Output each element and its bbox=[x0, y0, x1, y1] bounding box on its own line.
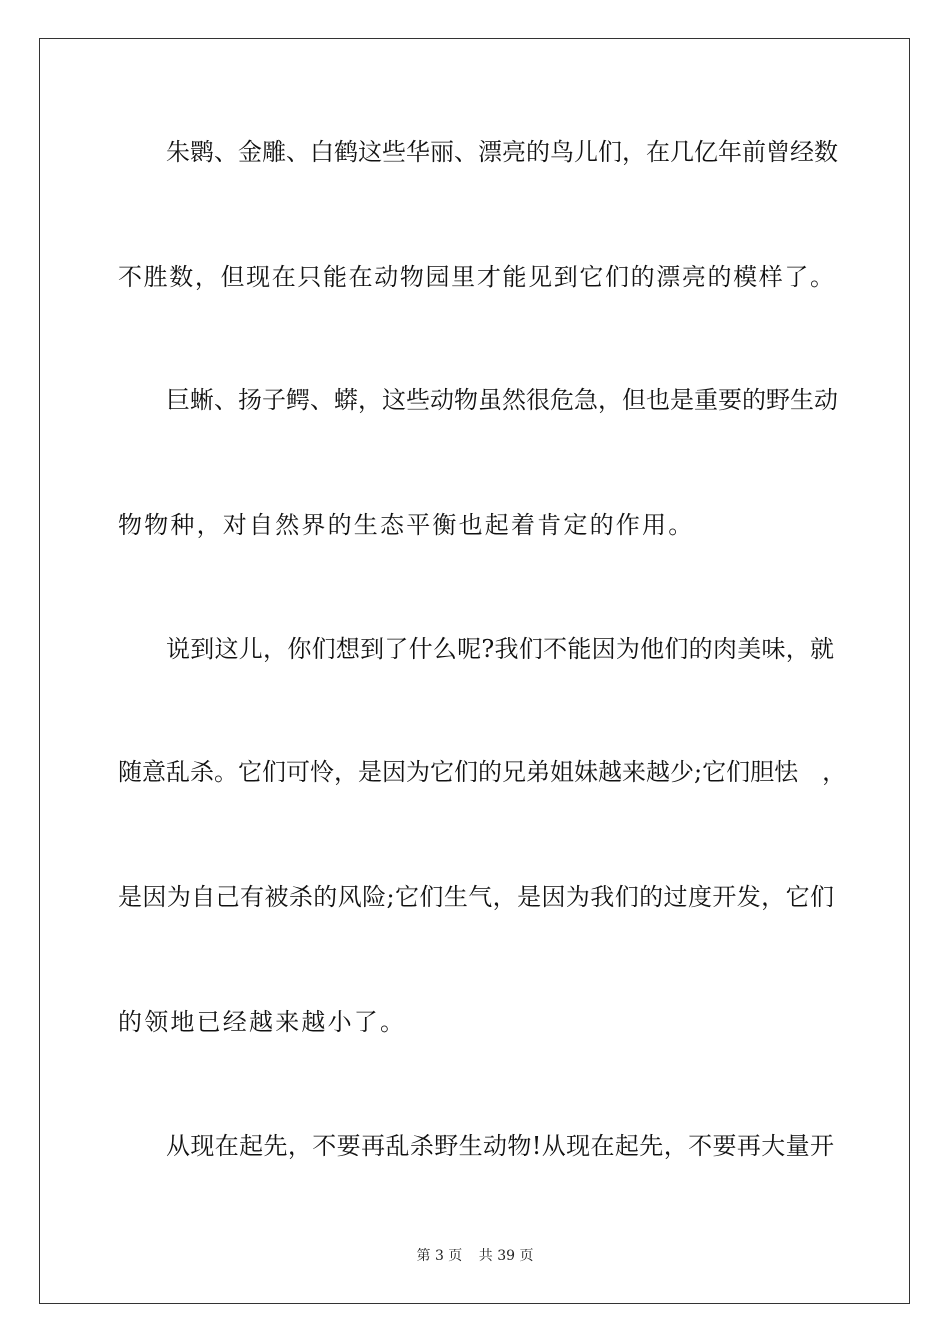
paragraph-2-line-2: 物物种，对自然界的生态平衡也起着肯定的作用。 bbox=[118, 511, 695, 539]
paragraph-4-line-1: 从现在起先，不要再乱杀野生动物!从现在起先，不要再大量开 bbox=[166, 1132, 834, 1160]
paragraph-3-line-3: 是因为自己有被杀的风险;它们生气，是因为我们的过度开发，它们 bbox=[118, 883, 834, 911]
page-number: 第 3 页 bbox=[416, 1248, 463, 1264]
paragraph-3-line-2: 随意乱杀。它们可怜，是因为它们的兄弟姐妹越来越少;它们胆怯 ， bbox=[118, 758, 847, 786]
paragraph-3-line-1: 说到这儿，你们想到了什么呢?我们不能因为他们的肉美味，就 bbox=[166, 635, 834, 663]
paragraph-2-line-1: 巨蜥、扬子鳄、蟒，这些动物虽然很危急，但也是重要的野生动 bbox=[166, 386, 838, 414]
paragraph-3-line-4: 的领地已经越来越小了。 bbox=[118, 1008, 407, 1036]
paragraph-1-line-2: 不胜数，但现在只能在动物园里才能见到它们的漂亮的模样了。 bbox=[118, 263, 834, 291]
total-pages: 共 39 页 bbox=[478, 1248, 534, 1264]
page-border bbox=[39, 38, 910, 1304]
page-footer bbox=[0, 1247, 950, 1265]
paragraph-1-line-1: 朱鹮、金雕、白鹤这些华丽、漂亮的鸟儿们，在几亿年前曾经数 bbox=[166, 138, 838, 166]
